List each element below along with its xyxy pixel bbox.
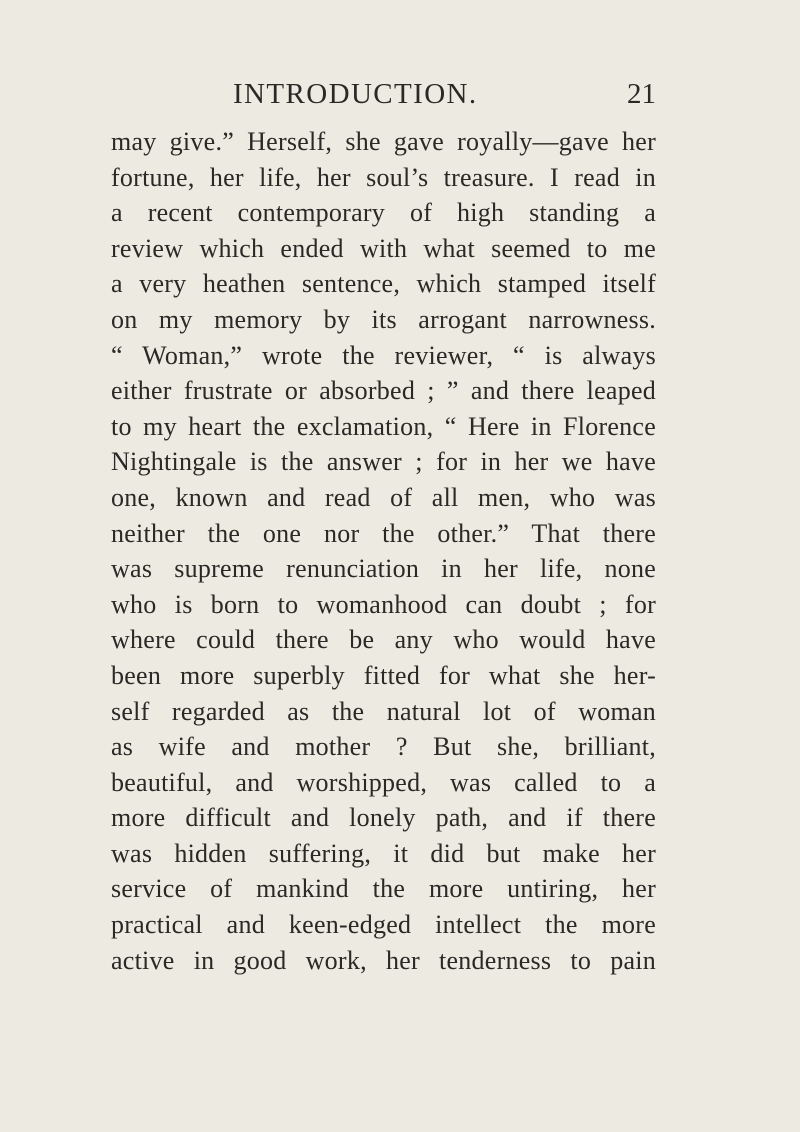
text-line: to my heart the exclamation, “ Here in Florence: [111, 411, 656, 441]
text-line: where could there be any who would have: [111, 625, 656, 655]
text-line: been more superbly fitted for what she her-: [111, 660, 656, 690]
text-line: service of mankind the more untiring, her: [111, 874, 656, 904]
text-line: review which ended with what seemed to me: [111, 233, 656, 263]
running-title: INTRODUCTION.: [233, 78, 478, 110]
text-line: either frustrate or absorbed ; ” and there leaped: [111, 376, 656, 406]
text-line: may give.” Herself, she gave royally—gave her: [111, 127, 656, 156]
text-line: a recent contemporary of high standing a: [111, 198, 656, 228]
text-line: fortune, her life, her soul’s treasure. I read in: [111, 162, 656, 192]
text-line: Nightingale is the answer ; for in her we have: [111, 447, 656, 477]
text-line: a very heathen sentence, which stamped itself: [111, 269, 656, 299]
text-line: more difficult and lonely path, and if there: [111, 803, 656, 833]
text-line: as wife and mother ? But she, brilliant,: [111, 732, 656, 762]
body-text: [111, 124, 656, 978]
text-line: on my memory by its arrogant narrowness.: [111, 304, 656, 334]
page-number: 21: [627, 78, 656, 110]
text-line: one, known and read of all men, who was: [111, 482, 656, 512]
text-line: self regarded as the natural lot of woman: [111, 696, 656, 726]
text-line: was supreme renunciation in her life, none: [111, 554, 656, 584]
text-line: practical and keen-edged intellect the more: [111, 910, 656, 940]
text-line: who is born to womanhood can doubt ; for: [111, 589, 656, 619]
text-line: active in good work, her tenderness to pain: [111, 945, 656, 975]
text-line: neither the one nor the other.” That there: [111, 518, 656, 548]
text-line: beautiful, and worshipped, was called to a: [111, 767, 656, 797]
running-head: [111, 74, 656, 114]
text-line: was hidden suffering, it did but make her: [111, 838, 656, 868]
text-line: “ Woman,” wrote the reviewer, “ is always: [111, 340, 656, 370]
